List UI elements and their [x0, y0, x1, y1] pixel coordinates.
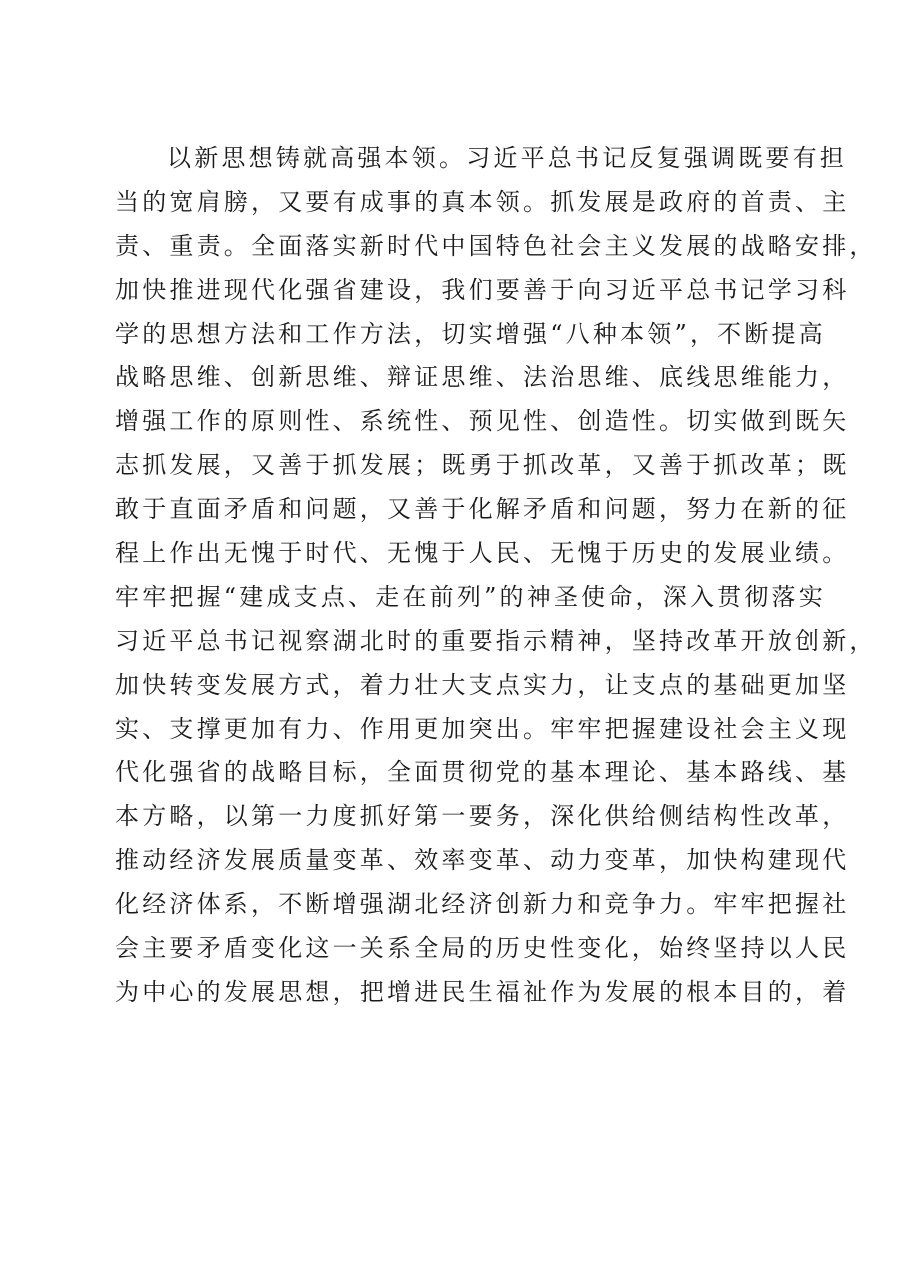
text-line: 敢于直面矛盾和问题，又善于化解矛盾和问题，努力在新的征 [115, 495, 850, 524]
text-line: 以新思想铸就高强本领。习近平总书记反复强调既要有担 [167, 144, 847, 172]
text-line: 学的思想方法和工作方法，切实增强“八种本领”，不断提高 [115, 319, 826, 348]
text-line: 习近平总书记视察湖北时的重要指示精神，坚持改革开放创新， [115, 626, 877, 655]
text-line: 化经济体系，不断增强湖北经济创新力和竞争力。牢牢把握社 [115, 890, 850, 919]
text-line: 战略思维、创新思维、辩证思维、法治思维、底线思维能力， [115, 363, 850, 392]
text-line: 加快转变发展方式，着力壮大支点实力，让支点的基础更加坚 [115, 670, 850, 699]
text-line: 代化强省的战略目标，全面贯彻党的基本理论、基本路线、基 [115, 758, 850, 787]
text-line: 牢牢把握“建成支点、走在前列”的神圣使命，深入贯彻落实 [115, 582, 826, 611]
text-line: 推动经济发展质量变革、效率变革、动力变革，加快构建现代 [115, 846, 850, 875]
body-paragraph [115, 137, 877, 1015]
text-line: 程上作出无愧于时代、无愧于人民、无愧于历史的发展业绩。 [115, 539, 850, 568]
text-line: 为中心的发展思想，把增进民生福祉作为发展的根本目的，着 [115, 977, 850, 1006]
text-line: 本方略，以第一力度抓好第一要务，深化供给侧结构性改革， [115, 802, 850, 831]
text-line: 责、重责。全面落实新时代中国特色社会主义发展的战略安排， [115, 231, 877, 260]
text-line: 增强工作的原则性、系统性、预见性、创造性。切实做到既矢 [115, 407, 850, 436]
text-line: 当的宽肩膀，又要有成事的真本领。抓发展是政府的首责、主 [115, 187, 850, 216]
text-line: 会主要矛盾变化这一关系全局的历史性变化，始终坚持以人民 [115, 934, 850, 963]
text-line: 实、支撑更加有力、作用更加突出。牢牢把握建设社会主义现 [115, 714, 850, 743]
text-line: 志抓发展，又善于抓发展；既勇于抓改革，又善于抓改革；既 [115, 451, 850, 480]
text-line: 加快推进现代化强省建设，我们要善于向习近平总书记学习科 [115, 275, 850, 304]
